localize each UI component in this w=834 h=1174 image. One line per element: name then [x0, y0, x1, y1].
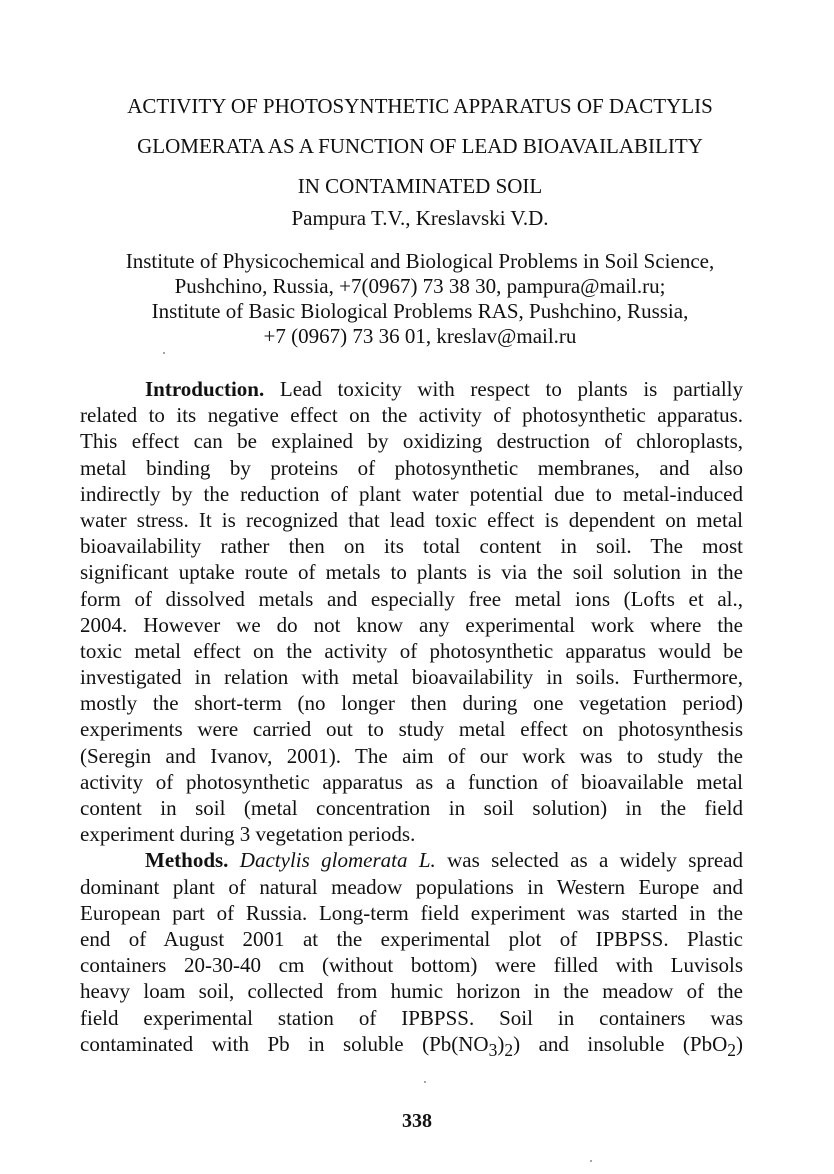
- chem-subscript: 2: [727, 1039, 736, 1060]
- methods-heading: Methods.: [145, 848, 229, 873]
- title-line: IN CONTAMINATED SOIL: [297, 174, 543, 198]
- chem-subscript: 3: [488, 1039, 498, 1060]
- methods-line: containers 20-30-40 cm (without bottom) were filled with Luvisols: [80, 953, 743, 978]
- methods-line: field experimental station of IPBPSS. Soil in containers was: [80, 1005, 743, 1030]
- intro-line: metal binding by proteins of photosynthetic membranes, and also: [80, 455, 743, 480]
- intro-line: 2004. However we do not know any experimental work where the: [80, 612, 743, 637]
- methods-line: dominant plant of natural meadow populations in Western Europe and: [80, 874, 743, 899]
- scan-speck: [424, 1081, 426, 1083]
- intro-line: mostly the short-term (no longer then during one vegetation period): [80, 691, 743, 716]
- methods-line: European part of Russia. Long-term field experiment was started in the: [80, 900, 743, 925]
- affiliations: [60, 249, 780, 349]
- chem-text: ): [497, 1031, 505, 1056]
- methods-line: heavy loam soil, collected from humic horizon in the meadow of the: [80, 979, 743, 1004]
- intro-line: significant uptake route of metals to plants is via the soil solution in the: [80, 560, 743, 585]
- affiliation-line: Institute of Basic Biological Problems RAS, Pushchino, Russia,: [151, 299, 689, 323]
- intro-line: activity of photosynthetic apparatus as a function of bioavailable metal: [80, 769, 743, 794]
- introduction-heading: Introduction.: [145, 377, 265, 401]
- intro-line: This effect can be explained by oxidizing destruction of chloroplasts,: [80, 429, 743, 454]
- title-line: GLOMERATA AS A FUNCTION OF LEAD BIOAVAILABILITY: [137, 134, 703, 158]
- scan-speck: [590, 1160, 592, 1162]
- intro-line: experiments were carried out to study metal effect on photosynthesis: [80, 717, 743, 742]
- scan-speck: [163, 352, 165, 354]
- intro-line: (Seregin and Ivanov, 2001). The aim of our work was to study the: [80, 743, 743, 768]
- intro-line: indirectly by the reduction of plant water potential due to metal-induced: [80, 481, 743, 506]
- chem-text: contaminated with Pb in soluble (Pb(NO: [80, 1031, 489, 1056]
- intro-line: bioavailability rather then on its total content in soil. The most: [80, 534, 743, 559]
- methods-line-chemical: [80, 1031, 743, 1060]
- affiliation-line: Pushchino, Russia, +7(0967) 73 38 30, pampura@mail.ru;: [174, 274, 666, 298]
- chem-text: ): [736, 1031, 743, 1056]
- intro-first-line: [80, 376, 743, 402]
- affiliation-line: +7 (0967) 73 36 01, kreslav@mail.ru: [263, 324, 577, 348]
- intro-line: investigated in relation with metal bioavailability in soils. Furthermore,: [80, 665, 743, 690]
- chem-text: ) and insoluble (PbO: [513, 1031, 728, 1056]
- intro-text: Lead toxicity with respect to plants is partially: [264, 377, 743, 401]
- intro-line: related to its negative effect on the activity of photosynthetic apparatus.: [80, 403, 743, 428]
- species-name: Dactylis glomerata L.: [239, 848, 436, 873]
- methods-first-line: [80, 847, 743, 873]
- intro-line: experiment during 3 vegetation periods.: [80, 822, 416, 847]
- affiliation-line: Institute of Physicochemical and Biological Problems in Soil Science,: [125, 249, 715, 273]
- intro-line: form of dissolved metals and especially free metal ions (Lofts et al.,: [80, 586, 743, 611]
- page-number: 338: [402, 1110, 432, 1132]
- author-list: Pampura T.V., Kreslavski V.D.: [291, 206, 549, 230]
- methods-line: end of August 2001 at the experimental plot of IPBPSS. Plastic: [80, 926, 743, 951]
- intro-line: content in soil (metal concentration in soil solution) in the field: [80, 796, 743, 820]
- body-text: [80, 376, 744, 1060]
- intro-line: water stress. It is recognized that lead toxic effect is dependent on metal: [80, 507, 743, 532]
- paper-title: [60, 86, 780, 206]
- title-line: ACTIVITY OF PHOTOSYNTHETIC APPARATUS OF DACTYLIS: [127, 94, 713, 118]
- chem-subscript: 2: [504, 1039, 514, 1060]
- methods-text: was selected as a widely spread: [435, 848, 744, 873]
- intro-line: toxic metal effect on the activity of photosynthetic apparatus would be: [80, 638, 743, 663]
